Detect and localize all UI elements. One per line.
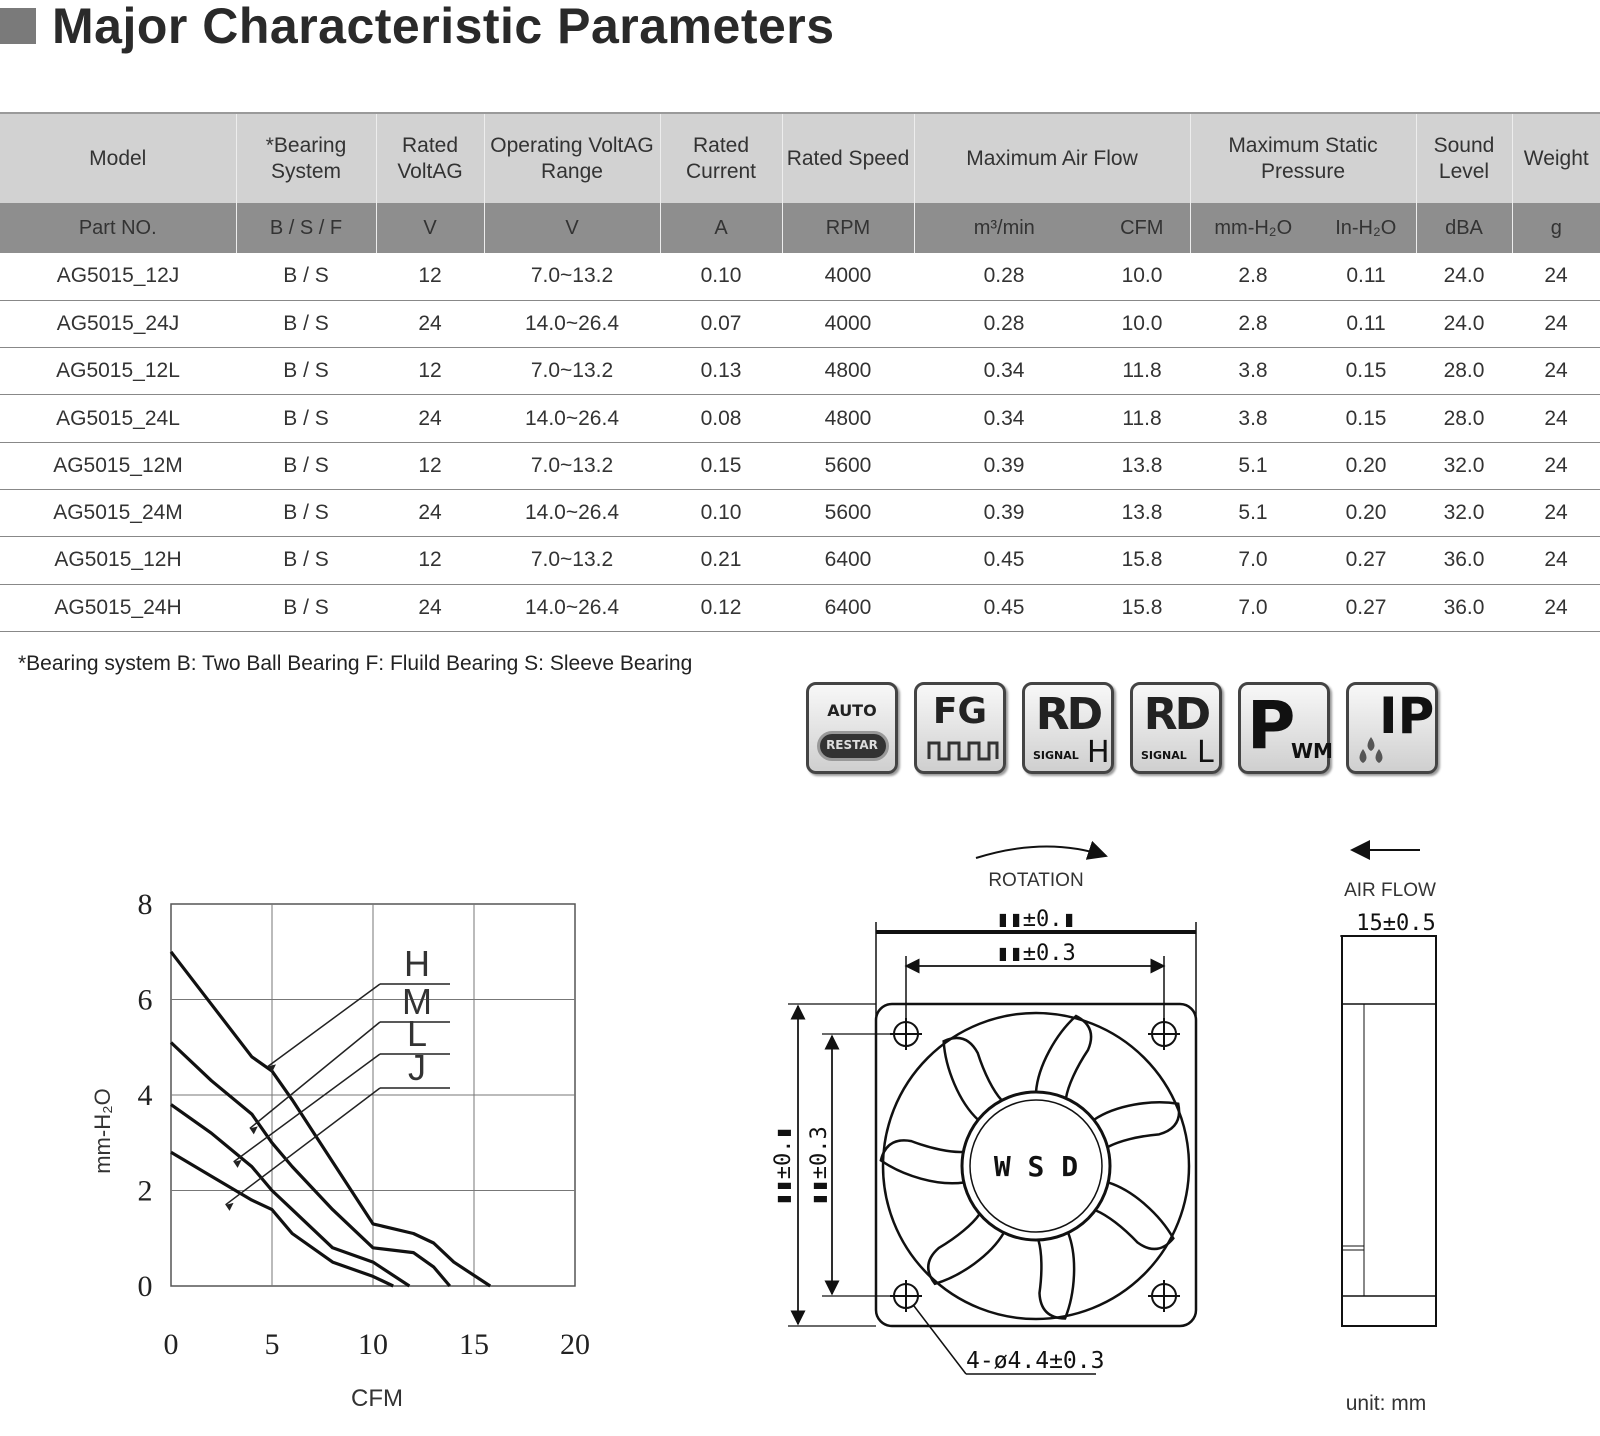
table-unit-row (0, 203, 1600, 253)
col-header: Operating VoltAG Range (484, 113, 660, 203)
chart-lines (171, 952, 490, 1286)
airflow-label: AIR FLOW (1344, 880, 1436, 901)
table-cell: 24 (1512, 348, 1600, 395)
table-cell: 6400 (782, 537, 914, 584)
table-cell: 24 (1512, 537, 1600, 584)
unit-header: V (376, 203, 484, 253)
pwm-icon (1238, 682, 1333, 774)
table-cell: 0.28 (914, 300, 1094, 347)
unit-header: A (660, 203, 782, 253)
table-cell: 4000 (782, 300, 914, 347)
unit-header: mm-H₂O (1190, 203, 1316, 253)
table-cell: 13.8 (1094, 489, 1190, 536)
table-cell: 7.0 (1190, 537, 1316, 584)
table-cell: 0.15 (1316, 348, 1416, 395)
table-cell: B / S (236, 253, 376, 300)
legend-leader (226, 1088, 380, 1205)
table-cell: 24 (1512, 253, 1600, 300)
y-tick-label: 2 (137, 1174, 153, 1208)
table-cell: 0.15 (660, 442, 782, 489)
table-cell: 3.8 (1190, 348, 1316, 395)
legend-label-H: H (404, 943, 430, 984)
table-cell: 0.39 (914, 442, 1094, 489)
y-tick-label: 8 (137, 888, 153, 921)
badge-bottom: WM (1291, 739, 1333, 763)
col-header: Maximum Air Flow (914, 113, 1190, 203)
col-header: Rated VoltAG (376, 113, 484, 203)
col-header: Rated Speed (782, 113, 914, 203)
table-cell: 11.8 (1094, 348, 1190, 395)
legend-label-M: M (402, 981, 432, 1022)
table-cell: 14.0~26.4 (484, 584, 660, 631)
table-cell: 24.0 (1416, 300, 1512, 347)
x-tick-label: 20 (560, 1328, 590, 1361)
table-cell: 0.13 (660, 348, 782, 395)
table-cell: 5.1 (1190, 442, 1316, 489)
series-line-J (171, 1152, 393, 1286)
table-cell: 0.11 (1316, 253, 1416, 300)
table-cell: 4800 (782, 348, 914, 395)
table-cell: 5600 (782, 489, 914, 536)
table-cell: 24 (376, 395, 484, 442)
table-cell: 36.0 (1416, 537, 1512, 584)
table-cell: 0.39 (914, 489, 1094, 536)
dim-thickness: 15±0.5 (1356, 911, 1436, 936)
y-tick-label: 6 (137, 983, 153, 1017)
table-cell: 6400 (782, 584, 914, 631)
col-header: Rated Current (660, 113, 782, 203)
table-cell: AG5015_24J (0, 300, 236, 347)
legend-leader (250, 1022, 380, 1128)
badge-top: AUTO (827, 701, 877, 720)
dim-outer-height: ▮▮±0.▮ (771, 1126, 796, 1206)
table-row (0, 537, 1600, 584)
table-cell: 0.21 (660, 537, 782, 584)
table-cell: 12 (376, 348, 484, 395)
table-cell: 24 (376, 584, 484, 631)
title-text: Major Characteristic Parameters (52, 0, 835, 54)
table-cell: 28.0 (1416, 395, 1512, 442)
col-header: Maximum Static Pressure (1190, 113, 1416, 203)
table-row (0, 348, 1600, 395)
unit-header: In-H₂O (1316, 203, 1416, 253)
table-cell: 0.11 (1316, 300, 1416, 347)
table-cell: AG5015_24H (0, 584, 236, 631)
ip-rating-icon (1346, 682, 1438, 774)
dim-outer-width: ▮▮±0.▮ (996, 907, 1076, 932)
table-cell: 10.0 (1094, 253, 1190, 300)
dim-holes: 4-ø4.4±0.3 (966, 1348, 1105, 1374)
table-cell: 32.0 (1416, 442, 1512, 489)
page-title (0, 0, 835, 52)
col-header: Model (0, 113, 236, 203)
table-cell: 0.27 (1316, 584, 1416, 631)
table-cell: 0.10 (660, 489, 782, 536)
fan-side-body (1342, 936, 1436, 1326)
table-cell: 24 (1512, 442, 1600, 489)
table-row (0, 489, 1600, 536)
badge-top: P (1247, 687, 1296, 764)
table-row (0, 395, 1600, 442)
fan-front-drawing (771, 836, 1296, 1416)
series-line-L (171, 1105, 409, 1286)
table-cell: 10.0 (1094, 300, 1190, 347)
unit-label: unit: mm (1345, 1392, 1427, 1415)
table-row (0, 300, 1600, 347)
table-cell: 28.0 (1416, 348, 1512, 395)
table-cell: 11.8 (1094, 395, 1190, 442)
table-cell: 0.45 (914, 584, 1094, 631)
table-cell: 7.0 (1190, 584, 1316, 631)
table-cell: 13.8 (1094, 442, 1190, 489)
y-axis-label: mm-H₂O (90, 1088, 115, 1174)
badge-suffix: H (1087, 735, 1110, 770)
table-cell: 14.0~26.4 (484, 489, 660, 536)
table-cell: 24.0 (1416, 253, 1512, 300)
chart-ticks (138, 888, 591, 1361)
table-cell: 0.28 (914, 253, 1094, 300)
table-cell: 24 (1512, 395, 1600, 442)
unit-header: dBA (1416, 203, 1512, 253)
table-header-row (0, 113, 1600, 203)
table-cell: AG5015_12L (0, 348, 236, 395)
series-line-H (171, 952, 490, 1286)
table-cell: 24 (1512, 300, 1600, 347)
table-cell: 7.0~13.2 (484, 442, 660, 489)
table-cell: 7.0~13.2 (484, 537, 660, 584)
unit-header: B / S / F (236, 203, 376, 253)
x-tick-label: 15 (459, 1328, 489, 1361)
rd-signal-l-icon (1130, 682, 1222, 774)
legend-leader (234, 1054, 380, 1162)
table-cell: 4800 (782, 395, 914, 442)
table-cell: 0.20 (1316, 442, 1416, 489)
col-header: Sound Level (1416, 113, 1512, 203)
fan-blade (1036, 1016, 1091, 1098)
bearing-footnote: *Bearing system B: Two Ball Bearing F: Fluild Bearing S: Sleeve Bearing (18, 652, 693, 675)
table-cell: 2.8 (1190, 253, 1316, 300)
table-cell: 0.45 (914, 537, 1094, 584)
badge-bottom: SIGNAL (1033, 749, 1079, 762)
table-cell: 0.10 (660, 253, 782, 300)
table-cell: AG5015_12H (0, 537, 236, 584)
chart-grid (171, 904, 575, 1286)
table-cell: 12 (376, 442, 484, 489)
table-cell: B / S (236, 300, 376, 347)
unit-header: Part NO. (0, 203, 236, 253)
unit-header: CFM (1094, 203, 1190, 253)
table-cell: 15.8 (1094, 537, 1190, 584)
unit-header: V (484, 203, 660, 253)
y-tick-label: 0 (137, 1270, 153, 1303)
table-row (0, 442, 1600, 489)
unit-header: RPM (782, 203, 914, 253)
y-tick-label: 4 (137, 1079, 153, 1112)
table-cell: AG5015_24M (0, 489, 236, 536)
dim-hole-pitch-h: ▮▮±0.3 (807, 1126, 832, 1206)
auto-restart-icon (806, 682, 898, 774)
hub-label: W S D (993, 1150, 1079, 1183)
table-cell: 0.27 (1316, 537, 1416, 584)
title-square-icon (0, 8, 36, 44)
table-cell: AG5015_12J (0, 253, 236, 300)
x-tick-label: 5 (264, 1328, 280, 1361)
rotation-label: ROTATION (988, 870, 1084, 891)
table-body (0, 253, 1600, 631)
table-cell: B / S (236, 348, 376, 395)
table-cell: B / S (236, 442, 376, 489)
table-cell: 32.0 (1416, 489, 1512, 536)
x-tick-label: 10 (358, 1328, 388, 1361)
table-cell: 15.8 (1094, 584, 1190, 631)
unit-header: m³/min (914, 203, 1094, 253)
table-cell: 24 (376, 300, 484, 347)
table-cell: 14.0~26.4 (484, 300, 660, 347)
feature-badges (806, 682, 1438, 774)
col-header: Weight (1512, 113, 1600, 203)
spec-table (0, 112, 1600, 632)
table-cell: 5.1 (1190, 489, 1316, 536)
badge-bottom: RESTAR (826, 738, 878, 752)
table-cell: 0.34 (914, 395, 1094, 442)
col-header: *Bearing System (236, 113, 376, 203)
badge-bottom: SIGNAL (1141, 749, 1187, 762)
badge-top: RD (1035, 689, 1101, 740)
badge-top: RD (1143, 689, 1209, 740)
table-cell: 4000 (782, 253, 914, 300)
table-cell: B / S (236, 537, 376, 584)
fan-blade (877, 1127, 969, 1199)
legend-leader (268, 984, 380, 1066)
badge-top: FG (932, 691, 988, 732)
table-cell: B / S (236, 584, 376, 631)
table-cell: 2.8 (1190, 300, 1316, 347)
fan-side-drawing (1340, 836, 1530, 1416)
table-row (0, 584, 1600, 631)
table-cell: B / S (236, 395, 376, 442)
table-cell: 12 (376, 253, 484, 300)
table-cell: 24 (1512, 489, 1600, 536)
fg-signal-icon (914, 682, 1006, 774)
table-cell: 0.12 (660, 584, 782, 631)
legend-label-L: L (406, 1013, 428, 1054)
dim-hole-pitch-w: ▮▮±0.3 (996, 941, 1076, 966)
table-cell: 0.07 (660, 300, 782, 347)
pq-chart (80, 888, 720, 1416)
table-cell: 7.0~13.2 (484, 348, 660, 395)
table-cell: 5600 (782, 442, 914, 489)
badge-top: IP (1379, 687, 1435, 745)
unit-header: g (1512, 203, 1600, 253)
table-cell: 36.0 (1416, 584, 1512, 631)
table-cell: B / S (236, 489, 376, 536)
table-cell: 12 (376, 537, 484, 584)
legend-label-J: J (408, 1047, 426, 1088)
table-cell: 3.8 (1190, 395, 1316, 442)
table-cell: 0.34 (914, 348, 1094, 395)
table-cell: 7.0~13.2 (484, 253, 660, 300)
table-cell: AG5015_24L (0, 395, 236, 442)
x-axis-label: CFM (351, 1385, 403, 1412)
table-cell: 0.20 (1316, 489, 1416, 536)
badge-suffix: L (1197, 735, 1214, 770)
table-cell: 0.08 (660, 395, 782, 442)
table-cell: AG5015_12M (0, 442, 236, 489)
x-tick-label: 0 (163, 1328, 179, 1361)
table-row (0, 253, 1600, 300)
rd-signal-h-icon (1022, 682, 1114, 774)
table-cell: 24 (1512, 584, 1600, 631)
table-cell: 0.15 (1316, 395, 1416, 442)
table-cell: 24 (376, 489, 484, 536)
table-cell: 14.0~26.4 (484, 395, 660, 442)
